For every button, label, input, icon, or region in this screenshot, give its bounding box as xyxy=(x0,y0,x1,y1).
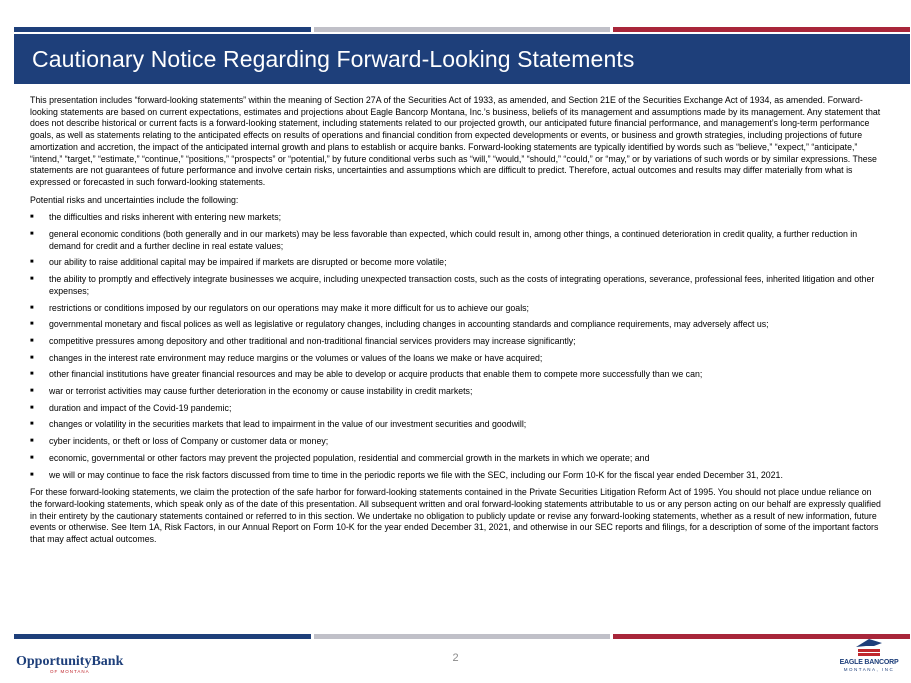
bullet-icon: ■ xyxy=(30,354,34,361)
risks-heading: Potential risks and uncertainties include the following: xyxy=(30,194,239,205)
bullet-icon: ■ xyxy=(30,471,34,478)
list-item: ■ changes or volatility in the securities markets that lead to impairment in the value of our investment securities and goodwill; xyxy=(30,419,527,430)
bullet-icon: ■ xyxy=(30,371,34,378)
list-item: ■ we will or may continue to face the risk factors discussed from time to time in the periodic reports we file with the SEC, including our Form 10-K for the fiscal year ended December 31, 2021. xyxy=(30,469,783,480)
list-item: ■ restrictions or conditions imposed by our regulators on our operations may make it more difficult for us to achieve our goals; xyxy=(30,302,529,313)
list-item: ■ other financial institutions have greater financial resources and may be able to develop or acquire products that enable them to compete more successfully than we can; xyxy=(30,369,703,380)
bullet-icon: ■ xyxy=(30,438,34,445)
list-item: ■ general economic conditions (both generally and in our markets) may be less favorable than expected, which could result in, among other things, a continued deterioration in credit quality, a further reduction in demand for credit and a further decline in real estate values; xyxy=(30,229,858,251)
logo-left-sub: OF MONTANA xyxy=(50,669,90,674)
content-body xyxy=(30,95,882,552)
list-item: ■ our ability to raise additional capital may be impaired if markets are disrupted or become more volatile; xyxy=(30,257,447,268)
bullet-icon: ■ xyxy=(30,304,34,311)
page-number: 2 xyxy=(452,652,459,664)
bullet-icon: ■ xyxy=(30,404,34,411)
bullet-icon: ■ xyxy=(30,321,34,328)
bullet-icon: ■ xyxy=(30,259,34,266)
intro-paragraph: This presentation includes “forward-looking statements” within the meaning of Section 27A of the Securities Act of 1933, as amended, and Section 21E of the Securities Exchange Act of 1934, as amended. Forward-looking statements are based on current expectations, estimates and projections about Eagle Bancorp Montana, Inc.’s business, beliefs of its management and assumptions made by its management. Any statement that does not describe historical or current facts is a forward-looking statement, including statements related to our projected growth, our anticipated future financial performance, and management’s long-term performance goals, as well as statements relating to the anticipated effects on results of operations and financial condition from expected developments or events, or business and growth strategies, including projections of future amortization and accretion, the impact of the anticipated internal growth and plans to establish or acquire banks. Forward-looking statements are typically identified by words such as “believe,” “expect,” “anticipate,” “intend,” “target,” “estimate,” “continue,” “positions,” “prospects” or “potential,” by future conditional verbs such as “will,” “would,” “should,” “could,” or “may,” or by variations of such words or by similar expressions. These statements are not guarantees of future performance and involve certain risks, uncertainties and assumptions which are difficult to predict. Therefore, actual outcomes and results may differ materially from what is expressed or forecasted in such forward-looking statements. xyxy=(30,95,881,187)
stripe-gray xyxy=(314,27,611,32)
page-title: Cautionary Notice Regarding Forward-Looking Statements xyxy=(32,45,635,72)
list-item: ■ competitive pressures among depository and other traditional and non-traditional financial services providers may increase significantly; xyxy=(30,335,576,346)
bullet-icon: ■ xyxy=(30,231,34,238)
stripe-navy xyxy=(14,634,311,639)
top-stripes xyxy=(14,27,910,32)
bullet-icon: ■ xyxy=(30,421,34,428)
closing-paragraph: For these forward-looking statements, we claim the protection of the safe harbor for forward-looking statements contained in the Private Securities Litigation Reform Act of 1995. You should not place undue reliance on the forward-looking statements, which speak only as of the date of this presentation. All subsequent written and oral forward-looking statements attributable to us or any person acting on our behalf are expressly qualified in their entirety by the cautionary statements contained or referred to in this section. We undertake no obligation to publicly update or revise any forward-looking statements, whether as a result of new information, future events or otherwise. See Item 1A, Risk Factors, in our Annual Report on Form 10-K for the year ended December 31, 2021, and otherwise in our SEC reports and filings, for a description of some of the important factors that may affect actual outcomes. xyxy=(30,487,881,545)
list-item: ■ duration and impact of the Covid-19 pandemic; xyxy=(30,402,232,413)
risk-list xyxy=(30,212,882,481)
eagle-bancorp-logo xyxy=(836,637,902,681)
bullet-icon: ■ xyxy=(30,214,34,221)
logo-right-sub: MONTANA, INC xyxy=(843,667,895,672)
logo-left-name: OpportunityBank xyxy=(16,654,124,669)
bottom-stripes xyxy=(14,634,910,639)
bullet-icon: ■ xyxy=(30,454,34,461)
bullet-icon: ■ xyxy=(30,337,34,344)
stripe-gray xyxy=(314,634,611,639)
stripe-navy xyxy=(14,27,311,32)
list-item: ■ cyber incidents, or theft or loss of Company or customer data or money; xyxy=(30,436,329,447)
list-item: ■ changes in the interest rate environment may reduce margins or the volumes or values of the loans we make or have acquired; xyxy=(30,352,543,363)
bullet-icon: ■ xyxy=(30,388,34,395)
title-bar xyxy=(14,34,910,84)
list-item: ■ war or terrorist activities may cause further deterioration in the economy or cause instability in credit markets; xyxy=(30,386,473,397)
list-item: ■ the difficulties and risks inherent with entering new markets; xyxy=(30,212,282,223)
logo-right-name: EAGLE BANCORP xyxy=(839,659,899,666)
bullet-icon: ■ xyxy=(30,276,34,283)
eagle-icon xyxy=(852,637,886,659)
list-item: ■ the ability to promptly and effectively integrate businesses we acquire, including unexpected transaction costs, such as the costs of integrating operations, severance, professional fees, inherited litigation and other expenses; xyxy=(30,274,875,296)
list-item: ■ governmental monetary and fiscal polices as well as legislative or regulatory changes, including changes in accounting standards and compliance requirements, may adversely affect us; xyxy=(30,319,769,330)
list-item: ■ economic, governmental or other factors may prevent the projected population, residential and commercial growth in the markets in which we operate; and xyxy=(30,452,650,463)
stripe-red xyxy=(613,27,910,32)
